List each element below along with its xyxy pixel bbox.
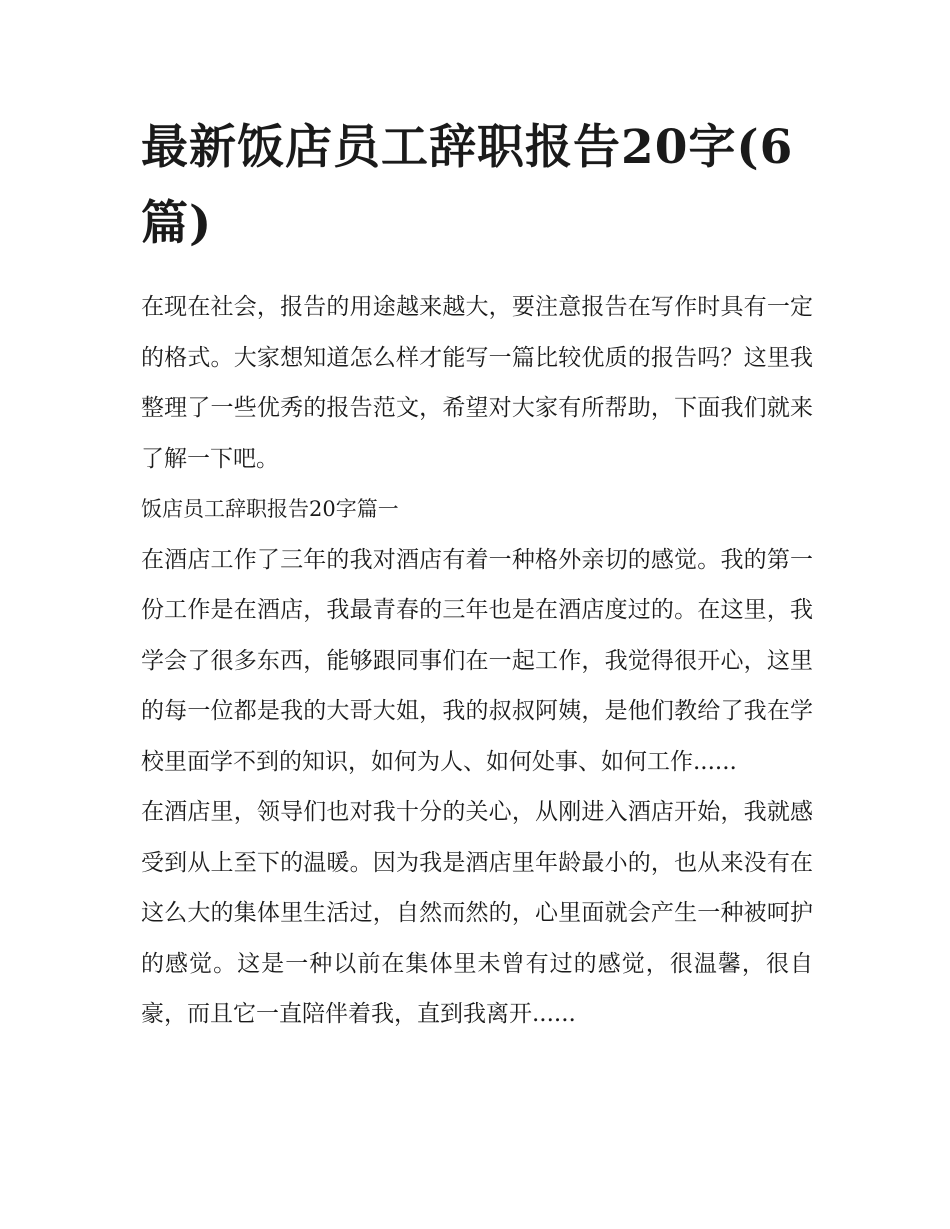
document-title: 最新饭店员工辞职报告20字(6篇) — [141, 120, 794, 251]
body-paragraph-2: 在酒店里，领导们也对我十分的关心，从刚进入酒店开始，我就感受到从上至下的温暖。因为我是酒店里年龄最小的，也从来没有在这么大的集体里生活过，自然而然的，心里面就会产生一种被呵护的感觉。这是一种以前在集体里未曾有过的感觉，很温馨，很自豪，而且它一直陪伴着我，直到我离开...... — [141, 799, 813, 1027]
body-paragraph-1: 在酒店工作了三年的我对酒店有着一种格外亲切的感觉。我的第一份工作是在酒店，我最青春的三年也是在酒店度过的。在这里，我学会了很多东西，能够跟同事们在一起工作，我觉得很开心，这里的每一位都是我的大哥大姐，我的叔叔阿姨，是他们教给了我在学校里面学不到的知识，如何为人、如何处事、如何工作...... — [141, 546, 813, 775]
document-page — [141, 110, 813, 1040]
section-heading: 饭店员工辞职报告20字篇一 — [141, 497, 399, 521]
intro-paragraph: 在现在社会，报告的用途越来越大，要注意报告在写作时具有一定的格式。大家想知道怎么样才能写一篇比较优质的报告吗？这里我整理了一些优秀的报告范文，希望对大家有所帮助，下面我们就来了解一下吧。 — [141, 294, 813, 472]
